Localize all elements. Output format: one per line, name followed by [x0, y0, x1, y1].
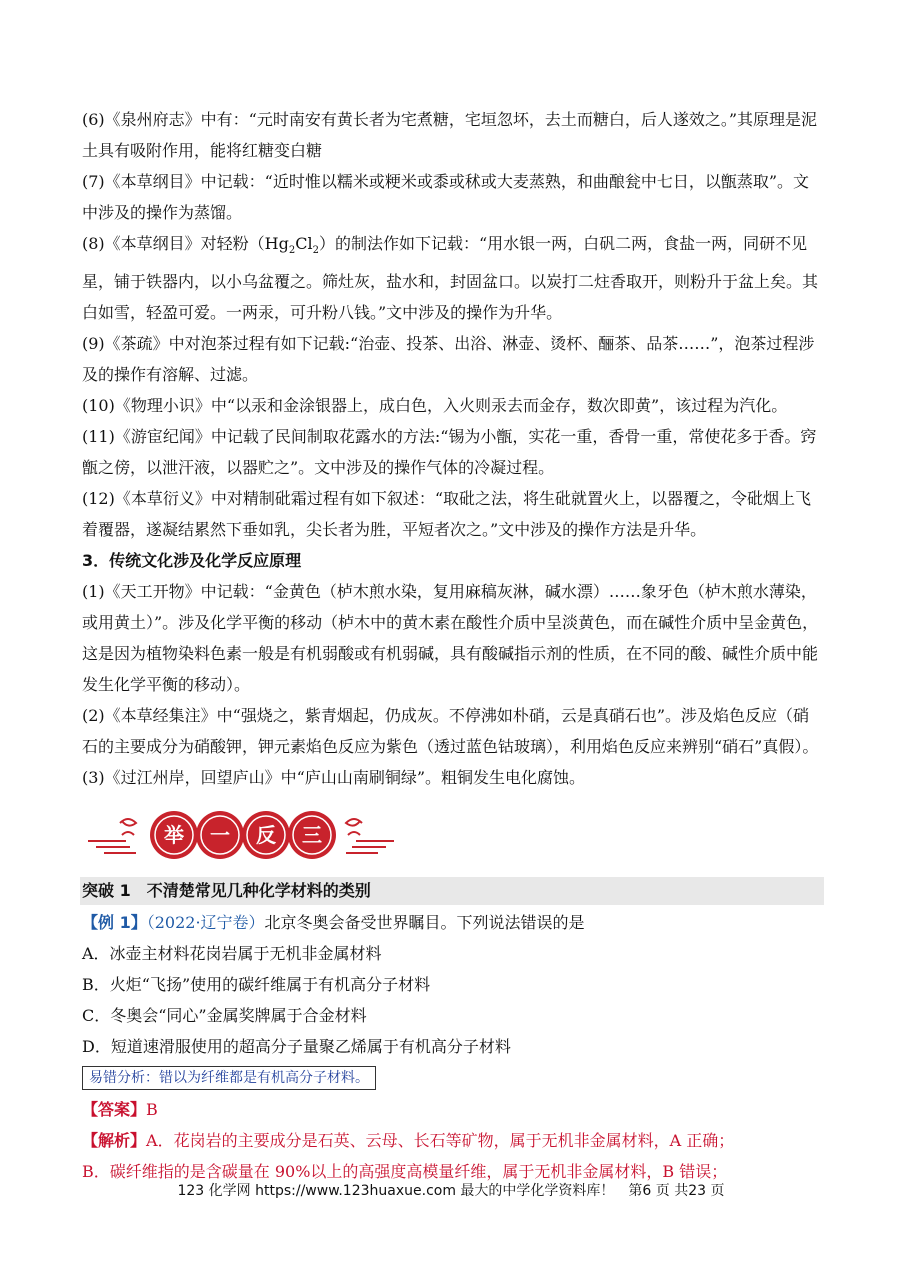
analysis-line-1 [82, 1125, 824, 1156]
formula-sub-1: 2 [288, 245, 296, 257]
section-3-heading: 3．传统文化涉及化学反应原理 [82, 551, 302, 571]
answer-line [82, 1094, 824, 1125]
formula-hg: Hg [264, 234, 289, 253]
pitfall-analysis-box: 易错分析：错以为纤维都是有机高分子材料。 [82, 1066, 376, 1090]
answer-label: 【答案】 [82, 1100, 147, 1120]
example-source: （2022·辽宁卷） [146, 913, 265, 933]
paragraph-6: (6)《泉州府志》中有：“元时南安有黄长者为宅煮糖，宅垣忽坏，去土而糖白，后人遂效之。”其原理是泥土具有吸附作用，能将红糖变白糖 [82, 110, 818, 160]
banner-char-3: 反 [256, 823, 276, 848]
banner-char-2: 一 [210, 823, 230, 848]
banner-graphic [86, 801, 396, 871]
paragraph-8 [82, 228, 824, 328]
answer-value: B [146, 1100, 158, 1120]
paragraph-10: (10)《物理小识》中“以汞和金涂银器上，成白色，入火则汞去而金存，数次即黄”，该过程为汽化。 [82, 396, 788, 416]
section-3-item-1: (1)《天工开物》中记载：“金黄色（栌木煎水染，复用麻稿灰淋，碱水漂）……象牙色（栌木煎水薄染，或用黄土）”。涉及化学平衡的移动（栌木中的黄木素在酸性介质中呈淡黄色，而在碱性介质中呈金黄色，这是因为植物染料色素一般是有机弱酸或有机弱碱，具有酸碱指示剂的性质，在不同的酸、碱性介质中能发生化学平衡的移动）。 [82, 582, 819, 695]
formula-cl: Cl [295, 234, 313, 253]
analysis-text-1: A．花岗岩的主要成分是石英、云母、长石等矿物，属于无机非金属材料，A 正确； [146, 1131, 735, 1151]
example-question: 北京冬奥会备受世界瞩目。下列说法错误的是 [264, 913, 585, 933]
paragraph-12: (12)《本草衍义》中对精制砒霜过程有如下叙述：“取砒之法，将生砒就置火上，以器覆之，令砒烟上飞着覆器，遂凝结累然下垂如乳，尖长者为胜，平短者次之。”文中涉及的操作方法是升华。 [82, 489, 812, 540]
paragraph-9: (9)《茶疏》中对泡茶过程有如下记载:“治壶、投茶、出浴、淋壶、烫杯、酾茶、品茶……”，泡茶过程涉及的操作有溶解、过滤。 [82, 334, 815, 385]
section-3-item-2: (2)《本草经集注》中“强烧之，紫青烟起，仍成灰。不停沸如朴硝，云是真硝石也”。涉及焰色反应（硝石的主要成分为硝酸钾，钾元素焰色反应为紫色（透过蓝色钴玻璃），利用焰色反应来辨别“硝石”真假）。 [82, 706, 819, 757]
example-label: 【例 1】 [82, 913, 147, 933]
analysis-label: 【解析】 [82, 1131, 147, 1151]
section-3-item-3: (3)《过江州岸，回望庐山》中“庐山山南刷铜绿”。粗铜发生电化腐蚀。 [82, 768, 586, 788]
para8-before: (8)《本草纲目》对轻粉（ [82, 234, 265, 253]
option-d: D．短道速滑服使用的超高分子量聚乙烯属于有机高分子材料 [82, 1037, 511, 1057]
formula-sub-2: 2 [312, 245, 319, 257]
banner-ornament-right [346, 819, 394, 853]
analysis-line-2: B．碳纤维指的是含碳量在 90%以上的高强度高模量纤维，属于无机非金属材料，B 错误； [82, 1162, 728, 1182]
banner-char-4: 三 [302, 823, 322, 848]
paragraph-7: (7)《本草纲目》中记载：“近时惟以糯米或粳米或黍或秫或大麦蒸熟，和曲酿瓮中七日，以甑蒸取”。文中涉及的操作为蒸馏。 [82, 172, 810, 222]
banner-juyifansan [86, 801, 396, 871]
example-line [82, 907, 824, 938]
banner-ornament-left [88, 819, 136, 853]
option-a: A．冰壶主材料花岗岩属于无机非金属材料 [82, 944, 382, 964]
option-c: C．冬奥会“同心”金属奖牌属于合金材料 [82, 1006, 367, 1026]
para8-after: ）的制法作如下记载：“用水银一两，白矾二两，食盐一两，同研不见星，铺于铁器内，以小乌盆覆之。筛灶灰，盐水和，封固盆口。以炭打二炷香取开，则粉升于盆上矣。其白如雪，轻盈可爱。一两汞，可升粉八钱。”文中涉及的操作为升华。 [82, 234, 819, 323]
banner-char-1: 举 [164, 823, 184, 848]
option-b: B．火炬“飞扬”使用的碳纤维属于有机高分子材料 [82, 975, 431, 995]
page-footer: 123 化学网 https://www.123huaxue.com 最大的中学化学资料库！ 第6 页 共23 页 [177, 1183, 725, 1199]
paragraph-11: (11)《游宦纪闻》中记载了民间制取花露水的方法:“锡为小甑，实花一重，香骨一重，常使花多于香。窍甑之傍，以泄汗液，以器贮之”。文中涉及的操作气体的冷凝过程。 [82, 427, 817, 478]
breakthrough-title: 突破 1 不清楚常见几种化学材料的类别 [80, 877, 824, 905]
document-page [82, 104, 824, 1187]
